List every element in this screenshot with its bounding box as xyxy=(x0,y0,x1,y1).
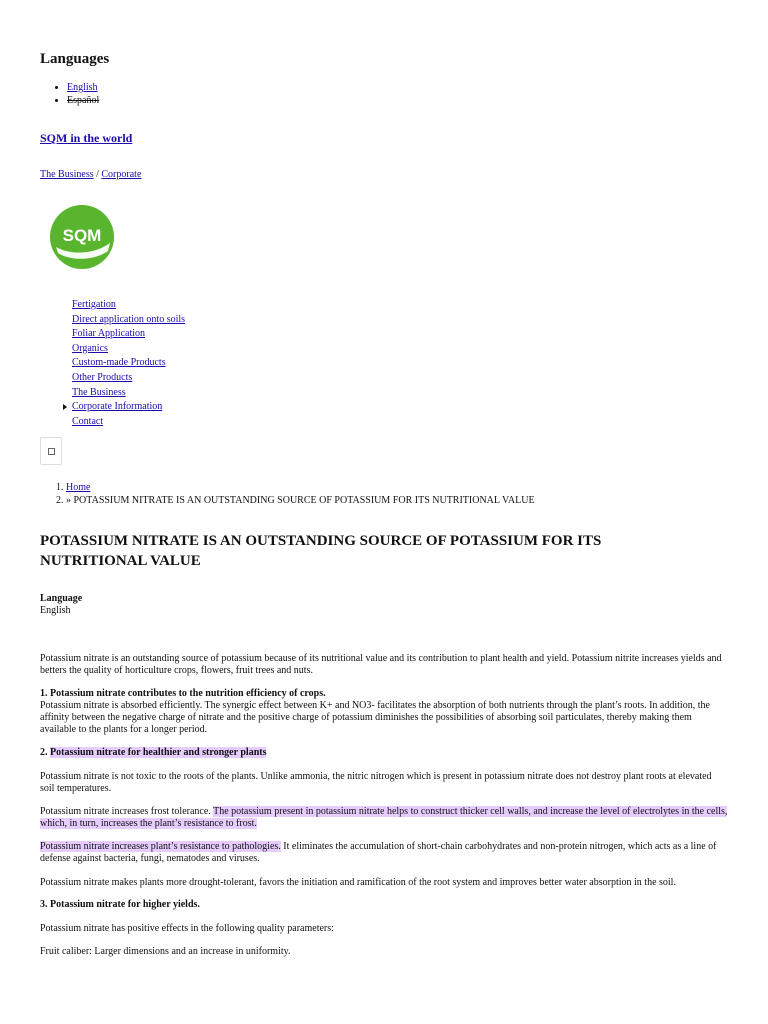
menu-link-custom-made-products[interactable]: Custom-made Products xyxy=(72,357,166,369)
language-link-english[interactable]: English xyxy=(67,82,98,93)
menu-item-direct-application xyxy=(72,313,185,328)
section-1-text: Potassium nitrate is absorbed efficiently. The synergic effect between K+ and NO3- facilitates the absorption of both nutrients through the plant’s roots. In addition, the affinity between the negative charge of nitrate and the positive charge of potassium diminishes the possibilities of absorbing soil particulates, thereby making them available to the plants for a longer period. xyxy=(40,700,710,735)
menu-toggle-button[interactable] xyxy=(40,437,62,465)
menu-item-other-products xyxy=(72,371,185,386)
section-1 xyxy=(40,688,728,736)
menu-item-the-business xyxy=(72,386,185,401)
language-list xyxy=(40,81,99,107)
pathologies-text: It eliminates the accumulation of short-chain carbohydrates and non-protein nitrogen, which acts as a line of defense against bacteria, fungi, nematodes and viruses. xyxy=(40,841,717,864)
frost-tolerance-text: Potassium nitrate increases frost tolerance. xyxy=(40,806,211,817)
section-2-paragraph-1: Potassium nitrate is not toxic to the roots of the plants. Unlike ammonia, the nitric nitrogen which is present in potassium nitrate does not destroy plant roots at elevated soil temperatures. xyxy=(40,771,712,794)
section-2-paragraph-3 xyxy=(40,841,728,865)
section-2-paragraph-4: Potassium nitrate makes plants more drought-tolerant, favors the initiation and ramification of the root system and improves better water absorption in the soil. xyxy=(40,877,676,888)
crumb-the-business[interactable]: The Business xyxy=(40,169,94,180)
menu-link-direct-application[interactable]: Direct application onto soils xyxy=(72,313,186,325)
menu-link-other-products[interactable]: Other Products xyxy=(72,371,133,383)
section-2-paragraph-2 xyxy=(40,806,728,830)
language-value: English xyxy=(40,605,71,616)
language-link-spanish[interactable]: Español xyxy=(67,95,100,106)
section-3-paragraph-2: Fruit caliber: Larger dimensions and an increase in uniformity. xyxy=(40,946,291,957)
menu-item-organics xyxy=(72,342,185,357)
menu-item-custom-made-products xyxy=(72,356,185,371)
crumb-separator: / xyxy=(96,169,99,180)
section-2-number: 2. xyxy=(40,747,48,758)
menu-item-fertigation xyxy=(72,298,185,313)
page-title: POTASSIUM NITRATE IS AN OUTSTANDING SOURCE OF POTASSIUM FOR ITS NUTRITIONAL VALUE xyxy=(40,533,602,569)
section-3-heading-text: 3. Potassium nitrate for higher yields. xyxy=(40,899,200,910)
crumb-corporate[interactable]: Corporate xyxy=(101,169,142,180)
section-2-heading xyxy=(40,747,728,759)
frost-highlight-text: The potassium present in potassium nitrate helps to construct thicker cell walls, and increase the level of electrolytes in the cells, which, in turn, increases the plant’s resistance to frost. xyxy=(40,806,728,829)
language-item-english xyxy=(67,81,99,94)
menu-link-the-business[interactable]: The Business xyxy=(72,386,126,398)
breadcrumb xyxy=(40,482,766,507)
menu-link-contact[interactable]: Contact xyxy=(72,415,104,427)
main-menu xyxy=(72,298,185,429)
menu-item-foliar-application xyxy=(72,327,185,342)
breadcrumb-link-home[interactable]: Home xyxy=(66,482,91,493)
square-icon xyxy=(48,448,55,455)
menu-item-corporate-information xyxy=(72,400,185,415)
languages-heading: Languages xyxy=(40,51,110,67)
sqm-world-link[interactable]: SQM in the world xyxy=(40,131,133,145)
section-2-heading-text: Potassium nitrate for healthier and stronger plants xyxy=(50,747,267,758)
language-item-spanish xyxy=(67,94,99,107)
section-1-heading: 1. Potassium nitrate contributes to the nutrition efficiency of crops. xyxy=(40,688,326,699)
breadcrumb-item-current: 2. » POTASSIUM NITRATE IS AN OUTSTANDING SOURCE OF POTASSIUM FOR ITS NUTRITIONAL VALUE xyxy=(66,495,766,508)
expand-arrow-icon[interactable] xyxy=(63,404,67,410)
menu-link-fertigation[interactable]: Fertigation xyxy=(72,299,116,310)
sqm-logo[interactable] xyxy=(50,205,114,269)
section-3-heading xyxy=(40,899,728,911)
menu-item-contact xyxy=(72,415,185,430)
logo-text: SQM xyxy=(62,226,102,245)
intro-paragraph: Potassium nitrate is an outstanding source of potassium because of its nutritional value and its contribution to plant health and yield. Potassium nitrite increases yields and betters the quality of horticulture crops, flowers, fruit trees and nuts. xyxy=(40,653,722,676)
pathologies-highlight-text: Potassium nitrate increases plant’s resistance to pathologies. xyxy=(40,841,281,852)
breadcrumb-item-home xyxy=(66,482,766,495)
menu-link-corporate-information[interactable]: Corporate Information xyxy=(72,401,163,413)
section-breadcrumb xyxy=(40,169,141,181)
menu-link-foliar-application[interactable]: Foliar Application xyxy=(72,328,146,340)
section-3-paragraph-1: Potassium nitrate has positive effects in the following quality parameters: xyxy=(40,923,334,934)
menu-link-organics[interactable]: Organics xyxy=(72,342,108,354)
language-label: Language xyxy=(40,593,83,604)
